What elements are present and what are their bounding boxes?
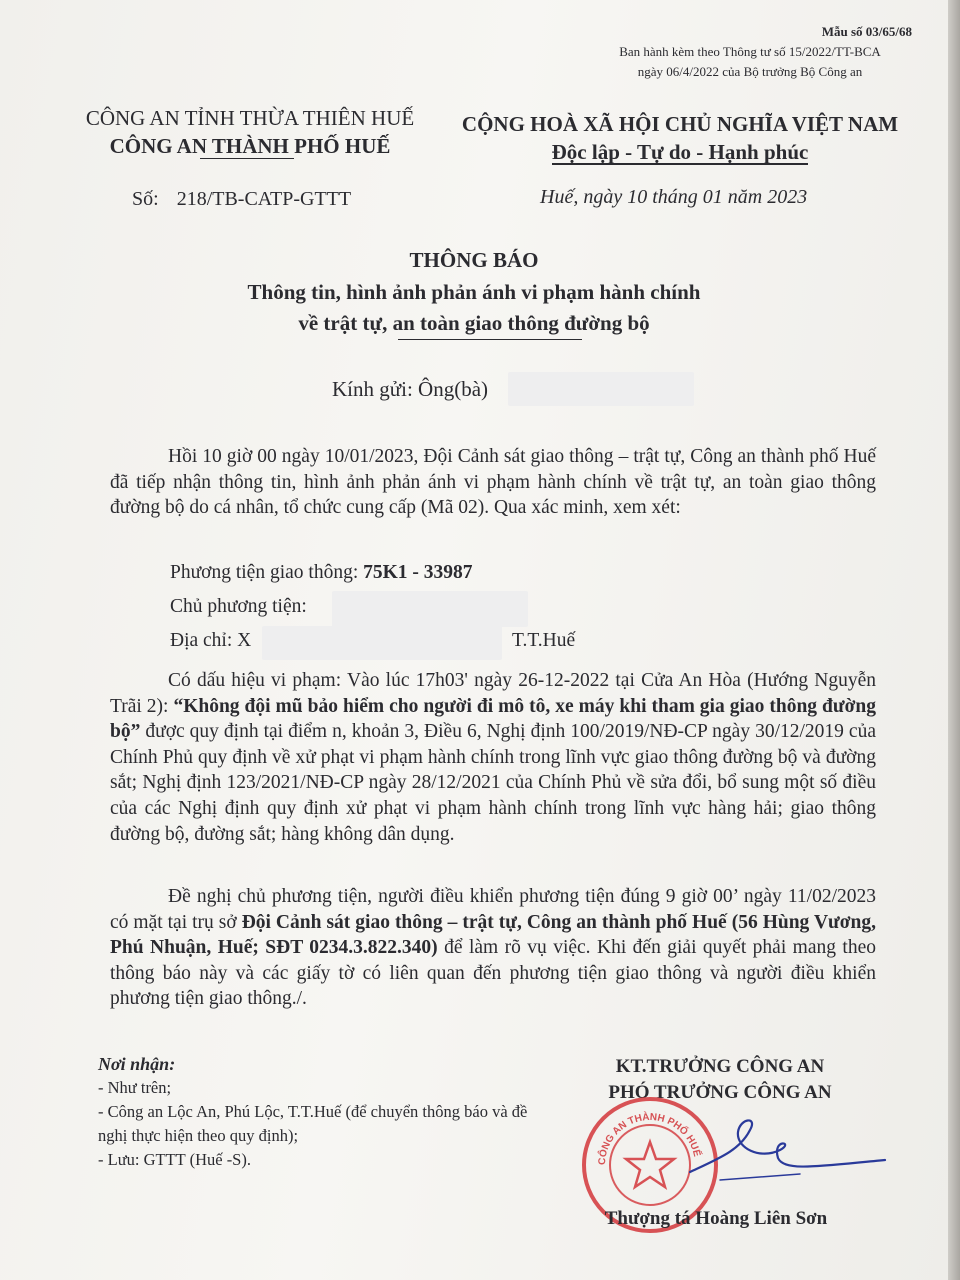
stamp-star-icon bbox=[626, 1142, 674, 1187]
place-date: Huế, ngày 10 tháng 01 năm 2023 bbox=[540, 186, 808, 208]
signature-title-2: PHÓ TRƯỞNG CÔNG AN bbox=[608, 1082, 832, 1103]
address-label: Địa chỉ: bbox=[170, 630, 233, 651]
number-label: Số: bbox=[132, 188, 159, 210]
owner-label: Chủ phương tiện: bbox=[170, 596, 307, 617]
form-issued-line-1: Ban hành kèm theo Thông tư số 15/2022/TT-BCA bbox=[619, 44, 881, 59]
redacted-address bbox=[262, 626, 502, 660]
form-code-block bbox=[560, 22, 940, 82]
national-header bbox=[440, 110, 920, 166]
paragraph-request bbox=[110, 884, 876, 1012]
recipients-block bbox=[98, 1052, 528, 1172]
address-prefix: X bbox=[237, 630, 252, 651]
violation-offense: “Không đội mũ bảo hiểm cho người đi mô tô, xe máy khi tham gia giao thông đường bộ” bbox=[110, 695, 876, 743]
agency-underline bbox=[200, 158, 294, 159]
signature-title-1: KT.TRƯỞNG CÔNG AN bbox=[615, 1056, 825, 1077]
title-underline bbox=[398, 339, 582, 340]
request-intro: Đề nghị chủ phương tiện, người điều khiển phương tiện đúng 9 giờ 00’ ngày 11/02/2023 có mặt tại trụ sở bbox=[110, 886, 876, 933]
national-motto: Độc lập - Tự do - Hạnh phúc bbox=[551, 140, 809, 164]
address-suffix: T.T.Huế bbox=[512, 630, 576, 651]
signature-scribble bbox=[680, 1110, 910, 1200]
recipients-item-3: - Lưu: GTTT (Huế -S). bbox=[98, 1150, 251, 1169]
vehicle-plate: 75K1 - 33987 bbox=[363, 562, 473, 583]
recipients-title: Nơi nhận: bbox=[98, 1054, 176, 1074]
recipient-line bbox=[332, 377, 488, 402]
owner-line bbox=[170, 596, 307, 618]
form-issued-line-2: ngày 06/4/2022 của Bộ trưởng Bộ Công an bbox=[637, 64, 863, 79]
paragraph-intro: Hồi 10 giờ 00 ngày 10/01/2023, Đội Cảnh sát giao thông – trật tự, Công an thành phố Huế đã tiếp nhận thông tin, hình ảnh phản ánh vi phạm hành chính về trật tự, an toàn giao thông đường bộ do cá nhân, tổ chức cung cấp (Mã 02). Qua xác minh, xem xét: bbox=[110, 446, 876, 519]
recipient-label: Kính gửi: Ông(bà) bbox=[332, 377, 489, 401]
stamp-text: CÔNG AN THÀNH PHỐ HUẾ bbox=[596, 1111, 703, 1166]
redacted-owner-name bbox=[332, 591, 528, 627]
title-subtitle-2: về trật tự, an toàn giao thông đường bộ bbox=[298, 311, 650, 335]
background-page-edge bbox=[948, 0, 960, 1280]
page-title: THÔNG BÁO bbox=[409, 248, 539, 272]
document-number bbox=[132, 188, 351, 211]
violation-intro: Có dấu hiệu vi phạm: Vào lúc 17h03' ngày 26-12-2022 tại Cửa An Hòa (Hướng Nguyễn Trãi 2): bbox=[110, 670, 876, 717]
agency-name: CÔNG AN THÀNH PHỐ HUẾ bbox=[109, 134, 391, 158]
redacted-recipient-name bbox=[508, 372, 694, 406]
form-code: Mẫu số 03/65/68 bbox=[821, 24, 912, 39]
violation-legal-basis: được quy định tại điểm n, khoản 3, Điều 6, Nghị định 100/2019/NĐ-CP ngày 30/12/2019 của Chính Phủ quy định về xử phạt vi phạm hành chính trong lĩnh vực giao thông đường bộ và đường sắt; Nghị định 123/2021/NĐ-CP ngày 28/12/2021 của Chính Phủ về sửa đổi, bổ sung một số điều của các Nghị định quy định xử phạt vi phạm hành chính trong lĩnh vực hàng hải; giao thông đường bộ, đường sắt; hàng không dân dụng. bbox=[110, 721, 876, 845]
agency-header bbox=[40, 104, 460, 160]
signer-name: Thượng tá Hoàng Liên Sơn bbox=[604, 1208, 828, 1229]
title-subtitle-1: Thông tin, hình ảnh phản ánh vi phạm hành chính bbox=[247, 280, 701, 304]
address-line bbox=[170, 630, 251, 652]
recipients-item-2: - Công an Lộc An, Phú Lộc, T.T.Huế (để chuyển thông báo và đề nghị thực hiện theo quy định); bbox=[98, 1102, 528, 1145]
country-name: CỘNG HOÀ XÃ HỘI CHỦ NGHĨA VIỆT NAM bbox=[461, 112, 899, 136]
vehicle-label: Phương tiện giao thông: bbox=[170, 562, 359, 583]
request-location: Đội Cảnh sát giao thông – trật tự, Công an thành phố Huế (56 Hùng Vương, Phú Nhuận, Huế; SĐT 0234.3.822.340) bbox=[110, 911, 876, 959]
paragraph-violation bbox=[110, 668, 876, 847]
agency-parent: CÔNG AN TỈNH THỪA THIÊN HUẾ bbox=[85, 106, 415, 130]
vehicle-line bbox=[170, 562, 473, 584]
request-instructions: để làm rõ vụ việc. Khi đến giải quyết phải mang theo thông báo này và các giấy tờ có liên quan đến phương tiện giao thông và người điều khiển phương tiện giao thông./. bbox=[110, 937, 876, 1010]
number-value: 218/TB-CATP-GTTT bbox=[176, 188, 352, 210]
recipients-item-1: - Như trên; bbox=[98, 1078, 172, 1097]
